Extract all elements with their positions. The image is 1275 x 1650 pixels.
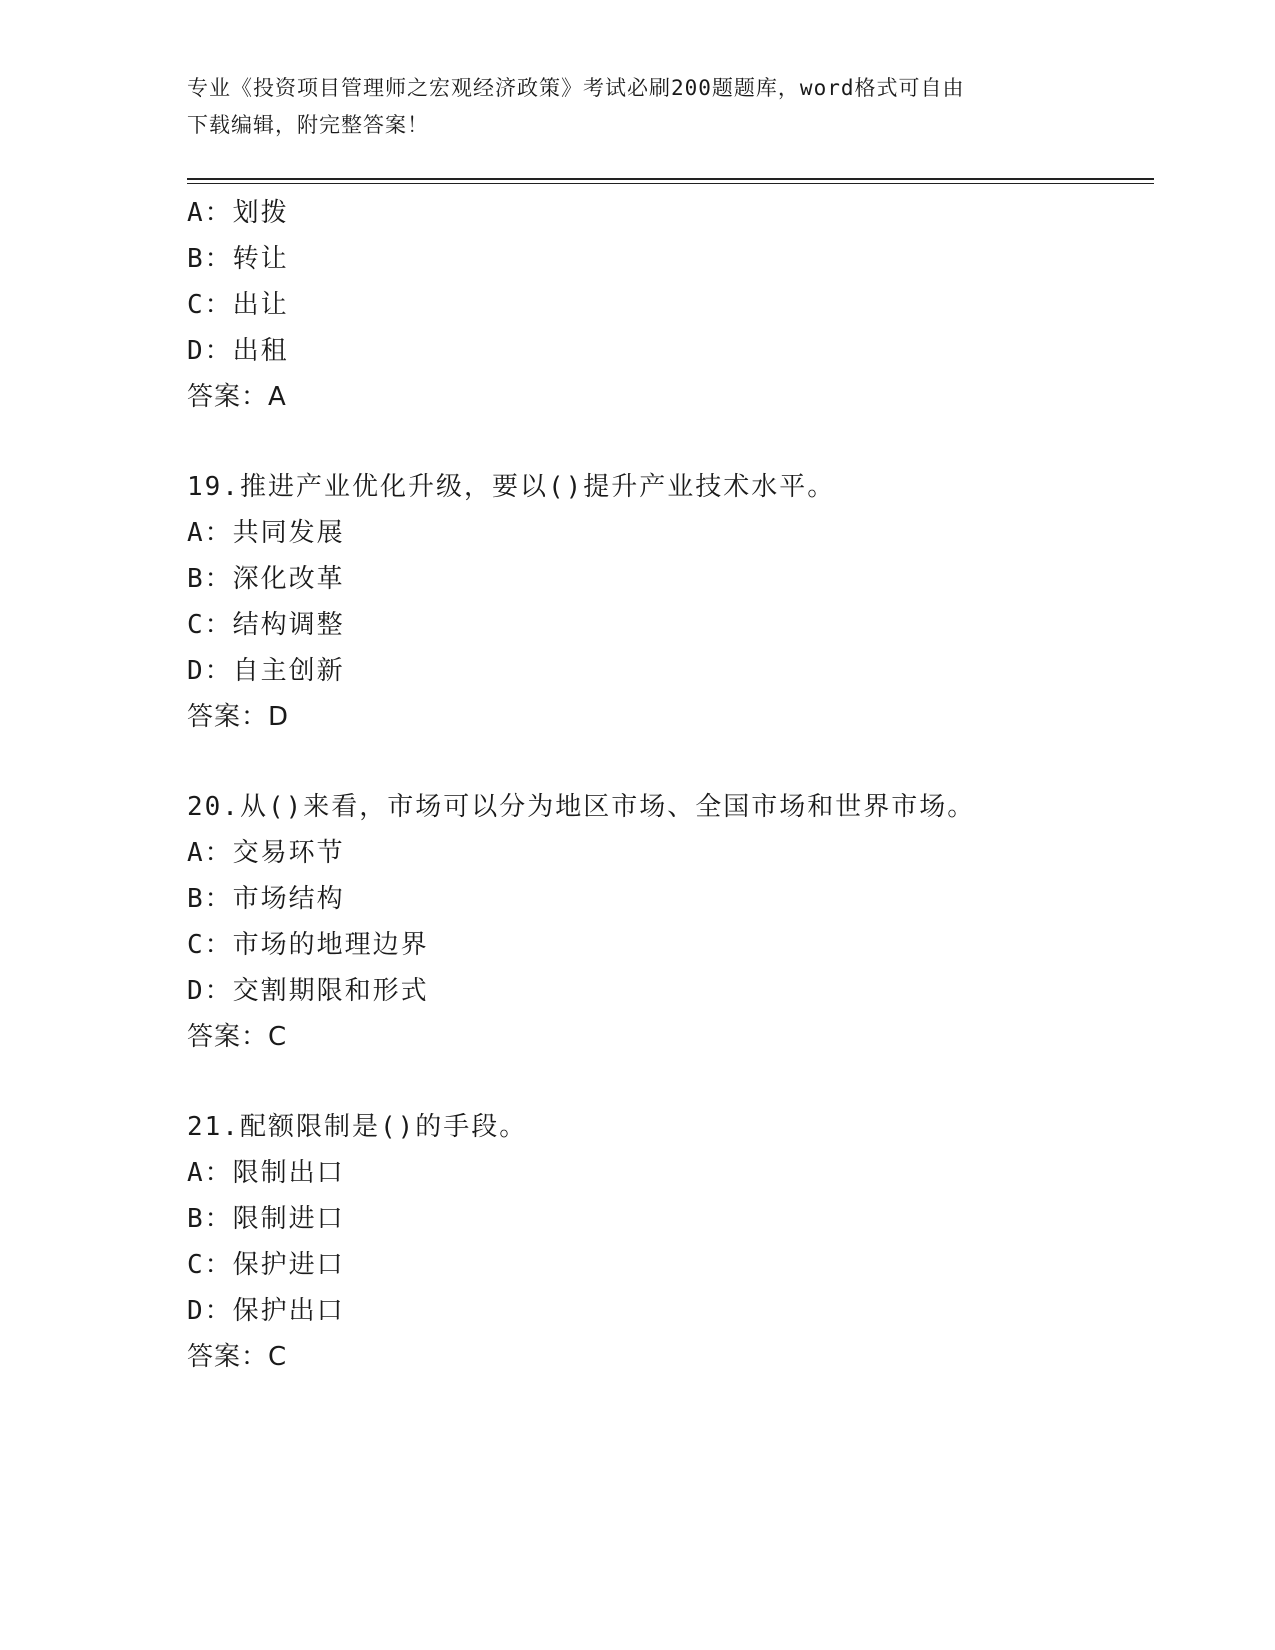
option-b: B：限制进口 [187, 1204, 345, 1234]
answer: 答案：A [187, 382, 287, 412]
question-text: 21.配额限制是()的手段。 [187, 1112, 528, 1142]
question-block-20 [187, 784, 1154, 1060]
option-d: D：自主创新 [187, 656, 345, 686]
spacer [187, 420, 1154, 464]
option-b: B：深化改革 [187, 564, 345, 594]
option-a: A：划拨 [187, 198, 289, 228]
spacer [187, 740, 1154, 784]
header-divider-thin [187, 183, 1154, 184]
question-block-19 [187, 464, 1154, 740]
option-a: A：限制出口 [187, 1158, 345, 1188]
header-divider-thick [187, 178, 1154, 180]
option-d: D：交割期限和形式 [187, 976, 429, 1006]
answer: 答案：C [187, 1022, 288, 1052]
option-d: D：出租 [187, 336, 289, 366]
option-b: B：市场结构 [187, 884, 345, 914]
header-line-2: 下载编辑，附完整答案！ [187, 113, 429, 137]
spacer [187, 1060, 1154, 1104]
answer: 答案：D [187, 702, 290, 732]
header-line-1: 专业《投资项目管理师之宏观经济政策》考试必刷200题题库，word格式可自由 [187, 76, 965, 100]
option-c: C：市场的地理边界 [187, 930, 429, 960]
question-list [187, 190, 1154, 1380]
question-block-21 [187, 1104, 1154, 1380]
answer: 答案：C [187, 1342, 288, 1372]
question-text: 19.推进产业优化升级，要以()提升产业技术水平。 [187, 472, 836, 502]
option-b: B：转让 [187, 244, 289, 274]
option-c: C：结构调整 [187, 610, 345, 640]
option-d: D：保护出口 [187, 1296, 345, 1326]
option-a: A：交易环节 [187, 838, 345, 868]
document-header [187, 70, 1067, 144]
option-a: A：共同发展 [187, 518, 345, 548]
option-c: C：出让 [187, 290, 289, 320]
option-c: C：保护进口 [187, 1250, 345, 1280]
question-block-18 [187, 190, 1154, 420]
question-text: 20.从()来看，市场可以分为地区市场、全国市场和世界市场。 [187, 792, 976, 822]
